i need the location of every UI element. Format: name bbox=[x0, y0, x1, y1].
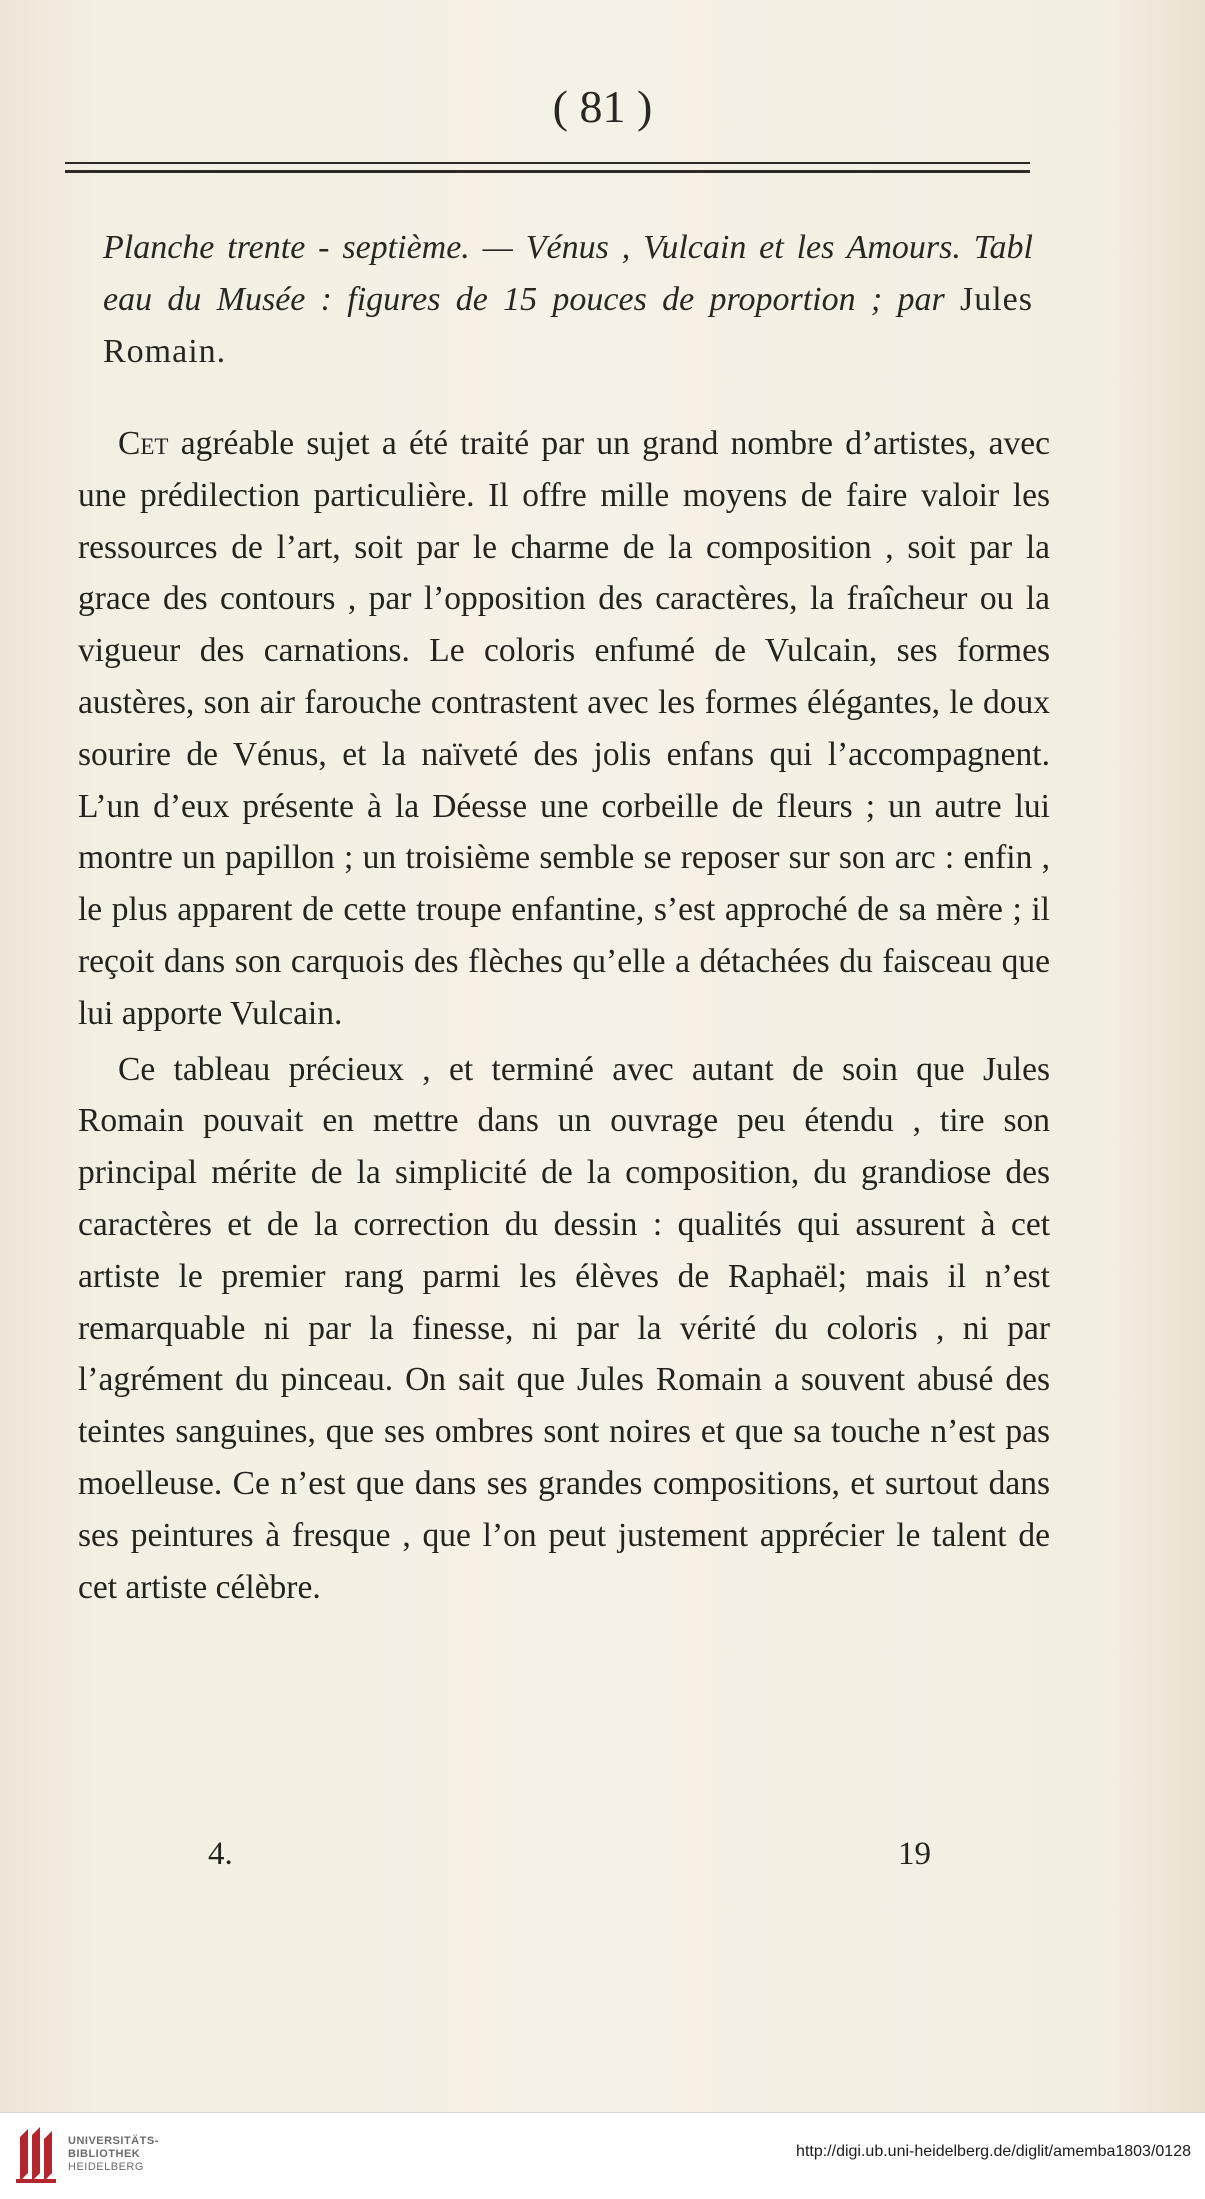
page-number: ( 81 ) bbox=[552, 81, 653, 132]
library-name-line-1: UNIVERSITÄTS- bbox=[68, 2135, 159, 2147]
library-name-line-3: HEIDELBERG bbox=[68, 2161, 144, 2173]
library-logo-icon bbox=[14, 2123, 58, 2185]
paragraph-1-text: agréable sujet a été traité par un grand nombre d’artistes, avec une prédilection particulière. Il offre mille moyens de faire valoir les ressources de l’art, soit par le charme de la composition , soit par la grace des contours , par l’opposition des caractères, la fraîcheur ou la vigueur des carnations. Le coloris enfumé de Vulcain, ses formes austères, son air farouche contrastent avec les formes élégantes, le doux sourire de Vénus, et la naïveté des jolis enfans qui l’accompagnent. L’un d’eux présente à la Déesse une corbeille de fleurs ; un autre lui montre un papillon ; un troisième semble se reposer sur son arc : enfin , le plus apparent de cette troupe enfantine, s’est approché de sa mère ; il reçoit dans son carquois des flèches qu’elle a détachées du faisceau que lui apporte Vulcain. bbox=[78, 425, 1050, 1032]
caption-author: Jules Romain. bbox=[103, 281, 1033, 370]
paragraph-1-lead: Cet bbox=[118, 425, 169, 462]
plate-caption bbox=[103, 222, 1033, 378]
library-name bbox=[68, 2135, 159, 2174]
library-footer bbox=[0, 2112, 1205, 2199]
header-rule-thick bbox=[65, 170, 1030, 173]
page-folio: 19 bbox=[898, 1836, 931, 1872]
paragraph-1 bbox=[78, 418, 1050, 1040]
header-rule-thin bbox=[65, 162, 1030, 164]
source-url-link[interactable]: http://digi.ub.uni-heidelberg.de/diglit/amemba1803/0128 bbox=[796, 2143, 1191, 2160]
signature-mark: 4. bbox=[208, 1836, 233, 1872]
library-name-line-2: BIBLIOTHEK bbox=[68, 2148, 141, 2160]
body-text bbox=[78, 418, 1050, 1613]
caption-italic: Planche trente - septième. — Vénus , Vulcain et les Amours. Tabl eau du Musée : figures de 15 pouces de proportion ; par bbox=[103, 229, 1033, 318]
paragraph-2: Ce tableau précieux , et terminé avec autant de soin que Jules Romain pouvait en mettre dans un ouvrage peu étendu , tire son principal mérite de la simplicité de la composition, du grandiose des caractères et de la correction du dessin : qualités qui assurent à cet artiste le premier rang parmi les élèves de Raphaël; mais il n’est remarquable ni par la finesse, ni par la vérité du coloris , ni par l’agrément du pinceau. On sait que Jules Romain a souvent abusé des teintes sanguines, que ses ombres sont noires et que sa touche n’est pas moelleuse. Ce n’est que dans ses grandes compositions, et surtout dans ses peintures à fresque , que l’on peut justement apprécier le talent de cet artiste célèbre. bbox=[78, 1050, 1050, 1606]
